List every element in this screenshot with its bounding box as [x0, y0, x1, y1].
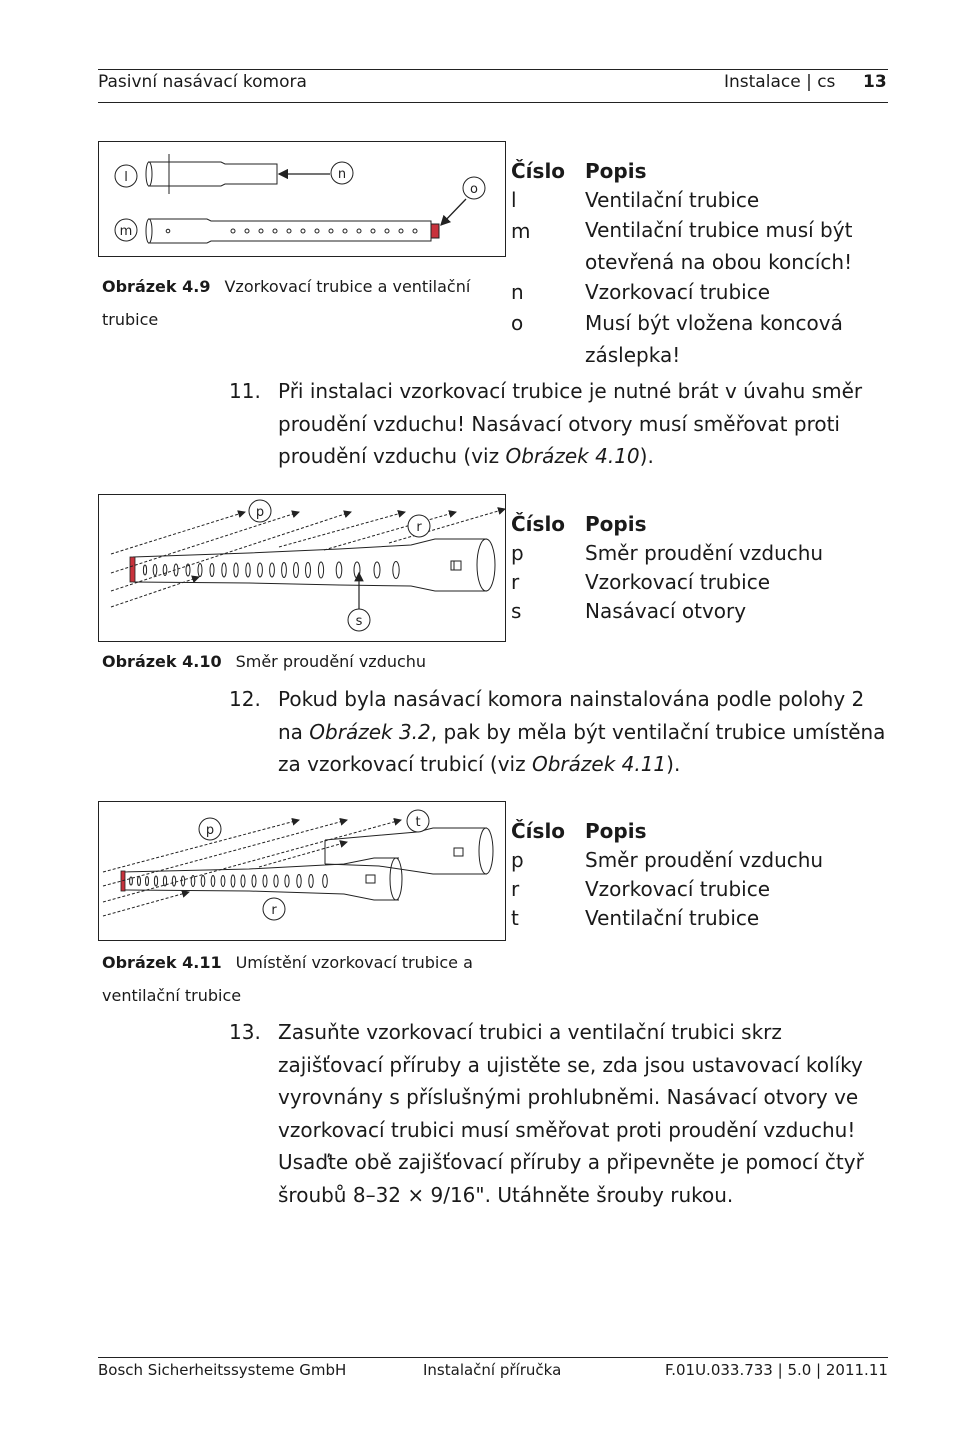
marker-r: r: [271, 903, 277, 918]
legend-row: [511, 215, 891, 278]
legend-desc: Ventilační trubice: [585, 188, 760, 212]
legend-header-number: Číslo: [511, 819, 566, 843]
caption-text: Vzorkovací trubice a ventilační trubice: [102, 277, 471, 329]
legend-desc: Vzorkovací trubice: [585, 877, 771, 901]
figure-4-9-image: [98, 141, 506, 257]
legend-key: s: [511, 599, 522, 623]
footer-rule: [98, 1357, 888, 1358]
marker-s: s: [355, 614, 363, 629]
footer-company: Bosch Sicherheitssysteme GmbH: [98, 1361, 347, 1379]
step-11: [229, 375, 889, 473]
marker-l: l: [124, 170, 128, 185]
figure-reference[interactable]: Obrázek 4.11: [531, 752, 667, 776]
legend-key: m: [511, 219, 531, 243]
airflow-illustration: [99, 495, 505, 641]
step-number: 13.: [229, 1020, 261, 1044]
header-rule-top: [98, 69, 888, 70]
tubes-illustration: [99, 142, 505, 256]
legend-key: p: [511, 541, 524, 565]
marker-p: p: [205, 823, 215, 838]
legend-desc: Směr proudění vzduchu: [585, 541, 824, 565]
header-chapter: Instalace | cs: [724, 72, 836, 92]
legend-key: n: [511, 280, 524, 304]
caption-label: Obrázek 4.10: [102, 652, 222, 671]
legend-row: [511, 186, 891, 215]
legend-desc: Směr proudění vzduchu: [585, 848, 824, 872]
legend-key: l: [511, 188, 517, 212]
caption-text: Umístění vzorkovací trubice a ventilační trubice: [102, 953, 473, 1005]
legend-desc: Ventilační trubice musí být otevřená na obou koncích!: [585, 218, 853, 274]
footer-doc-id: F.01U.033.733 | 5.0 | 2011.11: [665, 1361, 888, 1379]
tube-placement-illustration: [99, 802, 505, 940]
legend-key: t: [511, 906, 519, 930]
legend-key: p: [511, 848, 524, 872]
marker-r: r: [416, 520, 422, 535]
marker-p: p: [255, 505, 265, 520]
legend-row: [511, 539, 891, 568]
step-text: Pokud byla nasávací komora nainstalována podle polohy 2 na Obrázek 3.2, pak by měla být ventilační trubice umístěna za vzorkovací trubicí (viz Obrázek 4.11).: [278, 687, 886, 776]
figure-4-10-image: [98, 494, 506, 642]
figure-reference[interactable]: Obrázek 4.10: [505, 444, 640, 468]
marker-m: m: [119, 224, 133, 239]
legend-row: [511, 904, 891, 933]
figure-4-9-legend: [511, 157, 891, 371]
caption-label: Obrázek 4.9: [102, 277, 211, 296]
legend-desc: Vzorkovací trubice: [585, 570, 771, 594]
marker-o: o: [470, 182, 478, 197]
marker-t: t: [415, 815, 421, 830]
legend-key: r: [511, 570, 520, 594]
legend-row: [511, 278, 891, 307]
header-rule-bottom: [98, 102, 888, 103]
legend-row: [511, 307, 891, 371]
legend-header-desc: Popis: [585, 819, 647, 843]
legend-header-number: Číslo: [511, 512, 566, 536]
step-12: [229, 683, 889, 781]
footer-doc-title: Instalační příručka: [423, 1361, 562, 1379]
marker-n: n: [337, 167, 347, 182]
step-number: 12.: [229, 687, 261, 711]
step-text: Zasuňte vzorkovací trubici a ventilační trubici skrz zajišťovací příruby a ujistěte se, zda jsou ustavovací kolíky vyrovnány s příslušnými prohlubněmi. Nasávací otvory ve vzorkovací trubici musí směřovat proti proudění vzduchu! Usaďte obě zajišťovací příruby a připevněte je pomocí čtyř šroubů 8–32 × 9/16". Utáhněte šrouby rukou.: [278, 1020, 864, 1207]
legend-key: o: [511, 311, 524, 335]
legend-row: [511, 568, 891, 597]
legend-desc: Musí být vložena koncová záslepka!: [585, 311, 843, 367]
step-number: 11.: [229, 379, 261, 403]
page-number: 13: [863, 72, 887, 92]
legend-header: [511, 157, 891, 186]
legend-row: [511, 875, 891, 904]
legend-desc: Ventilační trubice: [585, 906, 760, 930]
caption-label: Obrázek 4.11: [102, 953, 222, 972]
caption-text: Směr proudění vzduchu: [235, 652, 427, 671]
legend-row: [511, 846, 891, 875]
figure-4-10-caption: [102, 645, 502, 678]
figure-4-9-caption: [102, 270, 502, 336]
figure-4-11-legend: [511, 817, 891, 933]
figure-reference[interactable]: Obrázek 3.2: [309, 719, 431, 744]
figure-4-10-legend: [511, 510, 891, 626]
legend-header: [511, 817, 891, 846]
legend-header-desc: Popis: [585, 159, 647, 183]
header-section-title: Pasivní nasávací komora: [98, 72, 307, 92]
step-text: Při instalaci vzorkovací trubice je nutné brát v úvahu směr proudění vzduchu! Nasávací otvory musí směřovat proti proudění vzduchu (viz Obrázek 4.10).: [278, 379, 863, 468]
legend-header-number: Číslo: [511, 159, 566, 183]
figure-4-11-image: [98, 801, 506, 941]
legend-desc: Nasávací otvory: [585, 599, 747, 623]
figure-4-11-caption: [102, 946, 502, 1012]
legend-row: [511, 597, 891, 626]
legend-key: r: [511, 877, 520, 901]
legend-desc: Vzorkovací trubice: [585, 280, 771, 304]
legend-header: [511, 510, 891, 539]
legend-header-desc: Popis: [585, 512, 647, 536]
step-13: [229, 1016, 889, 1211]
